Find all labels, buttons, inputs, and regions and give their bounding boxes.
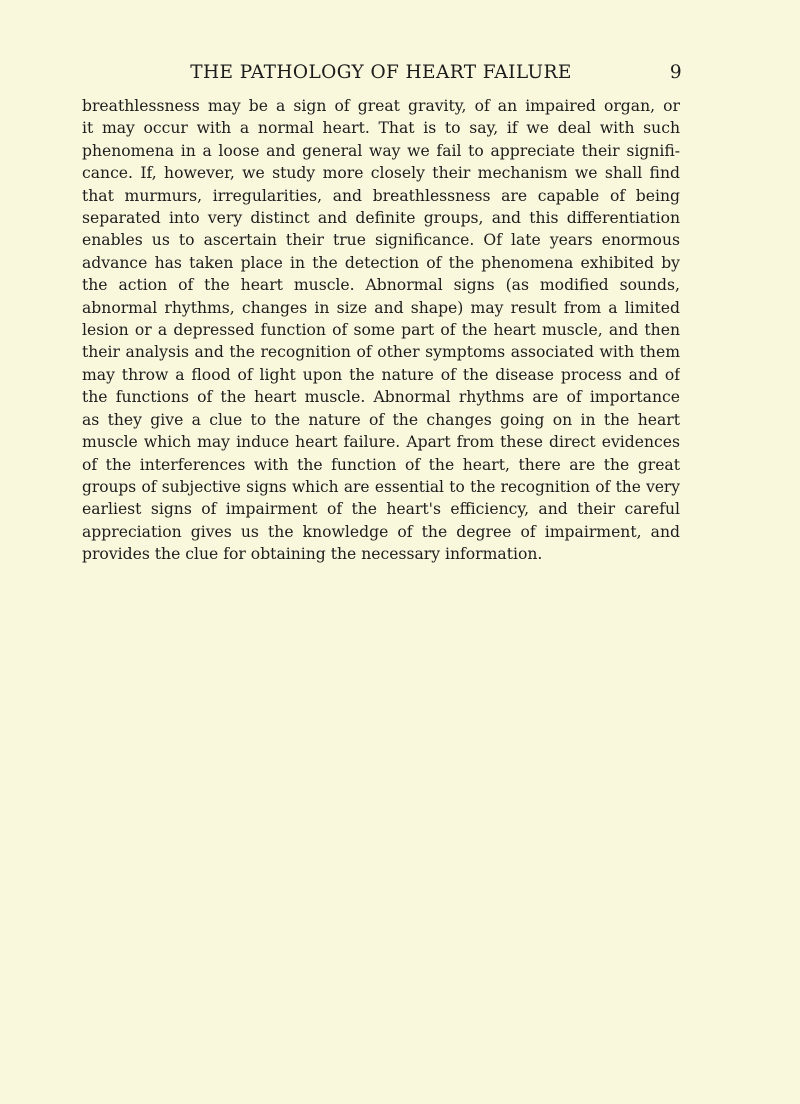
running-head (82, 60, 680, 86)
running-title: THE PATHOLOGY OF HEART FAILURE (190, 62, 572, 83)
text-line: muscle which may induce heart failure. Apart from these direct evidences (82, 433, 680, 452)
text-line: cance. If, however, we study more closely their mechanism we shall find (82, 164, 680, 183)
body-paragraph (82, 95, 680, 566)
text-line: it may occur with a normal heart. That is to say, if we deal with such (82, 119, 680, 138)
text-line: earliest signs of impairment of the heart's efficiency, and their careful (82, 500, 680, 519)
text-line: phenomena in a loose and general way we fail to appreciate their signifi- (82, 141, 680, 160)
text-line: appreciation gives us the knowledge of the degree of impairment, and (82, 522, 680, 541)
text-line: lesion or a depressed function of some part of the heart muscle, and then (82, 321, 680, 340)
text-line: as they give a clue to the nature of the changes going on in the heart (82, 410, 680, 429)
text-line: may throw a flood of light upon the nature of the disease process and of (82, 365, 680, 384)
text-line: of the interferences with the function of the heart, there are the great (82, 455, 680, 474)
page-number: 9 (669, 62, 682, 83)
text-line: separated into very distinct and definite groups, and this differentiation (82, 209, 680, 228)
book-page (82, 60, 680, 566)
text-line: the action of the heart muscle. Abnormal signs (as modified sounds, (82, 276, 680, 295)
text-line: enables us to ascertain their true significance. Of late years enormous (82, 231, 680, 250)
text-line: that murmurs, irregularities, and breathlessness are capable of being (82, 186, 680, 205)
text-line: their analysis and the recognition of other symptoms associated with them (82, 343, 680, 362)
text-line: the functions of the heart muscle. Abnormal rhythms are of importance (82, 388, 680, 407)
text-line: groups of subjective signs which are essential to the recognition of the very (82, 477, 680, 496)
text-line: breathlessness may be a sign of great gravity, of an impaired organ, or (82, 97, 680, 115)
text-line: provides the clue for obtaining the necessary information. (82, 545, 543, 564)
text-line: advance has taken place in the detection of the phenomena exhibited by (82, 253, 680, 272)
text-line: abnormal rhythms, changes in size and shape) may result from a limited (82, 298, 680, 317)
